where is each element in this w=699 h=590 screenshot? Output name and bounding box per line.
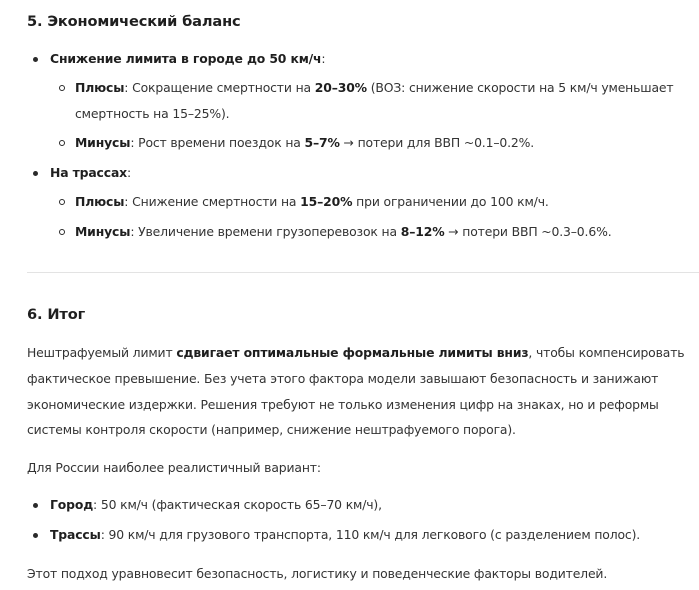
list-item-highway-recommendation: Трассы: 90 км/ч для грузового транспорта, 110 км/ч для легкового (с разделением полос). [50, 527, 641, 542]
pros-value: 15–20% [300, 194, 353, 209]
cons-label: Минусы [75, 135, 131, 150]
bullet-disc [33, 171, 38, 176]
section-6-heading: 6. Итог [27, 306, 86, 323]
highway-title: На трассах [50, 165, 128, 180]
pros-value: 20–30% [314, 80, 367, 95]
list-item-city-recommendation: Город: 50 км/ч (фактическая скорость 65–70 км/ч), [50, 497, 382, 512]
conclusion-text: Этот подход уравновесит безопасность, логистику и поведенческие факторы водителей. [27, 566, 608, 581]
pros-label: Плюсы [75, 80, 125, 95]
list-item-highway: На трассах: [50, 165, 132, 180]
summary-paragraph-line-1: Нештрафуемый лимит сдвигает оптимальные формальные лимиты вниз, чтобы компенсировать [27, 345, 685, 360]
pros-label: Плюсы [75, 194, 125, 209]
bullet-circle [59, 85, 65, 91]
cons-label: Минусы [75, 224, 131, 239]
summary-paragraph-line-3: экономические издержки. Решения требуют не только изменения цифр на знаках, но и реформы [27, 397, 659, 412]
summary-paragraph-line-2: фактическое превышение. Без учета этого фактора модели завышают безопасность и занижают [27, 371, 659, 386]
recommendation-intro: Для России наиболее реалистичный вариант: [27, 460, 321, 475]
highway-label: Трассы [50, 527, 101, 542]
list-item-city-cons: Минусы: Рост времени поездок на 5–7% → потери для ВВП ~0.1–0.2%. [75, 135, 535, 150]
section-divider [27, 272, 699, 273]
bullet-disc [33, 533, 38, 538]
bullet-disc [33, 57, 38, 62]
bullet-circle [59, 199, 65, 205]
bullet-circle [59, 140, 65, 146]
bullet-disc [33, 503, 38, 508]
list-item-city-pros-cont: смертность на 15–25%). [75, 106, 230, 121]
cons-value: 5–7% [304, 135, 340, 150]
list-item-city-pros: Плюсы: Сокращение смертности на 20–30% (ВОЗ: снижение скорости на 5 км/ч уменьшает [75, 80, 674, 95]
summary-emphasis: сдвигает оптимальные формальные лимиты вниз [176, 345, 529, 360]
city-label: Город [50, 497, 94, 512]
city-limit-title: Снижение лимита в городе до 50 км/ч [50, 51, 322, 66]
summary-paragraph-line-4: системы контроля скорости (например, снижение нештрафуемого порога). [27, 422, 516, 437]
list-item-highway-cons: Минусы: Увеличение времени грузоперевозок на 8–12% → потери ВВП ~0.3–0.6%. [75, 224, 612, 239]
cons-value: 8–12% [400, 224, 445, 239]
bullet-circle [59, 229, 65, 235]
section-5-heading: 5. Экономический баланс [27, 13, 241, 30]
list-item-highway-pros: Плюсы: Снижение смертности на 15–20% при ограничении до 100 км/ч. [75, 194, 549, 209]
list-item-city-limit: Снижение лимита в городе до 50 км/ч: [50, 51, 326, 66]
